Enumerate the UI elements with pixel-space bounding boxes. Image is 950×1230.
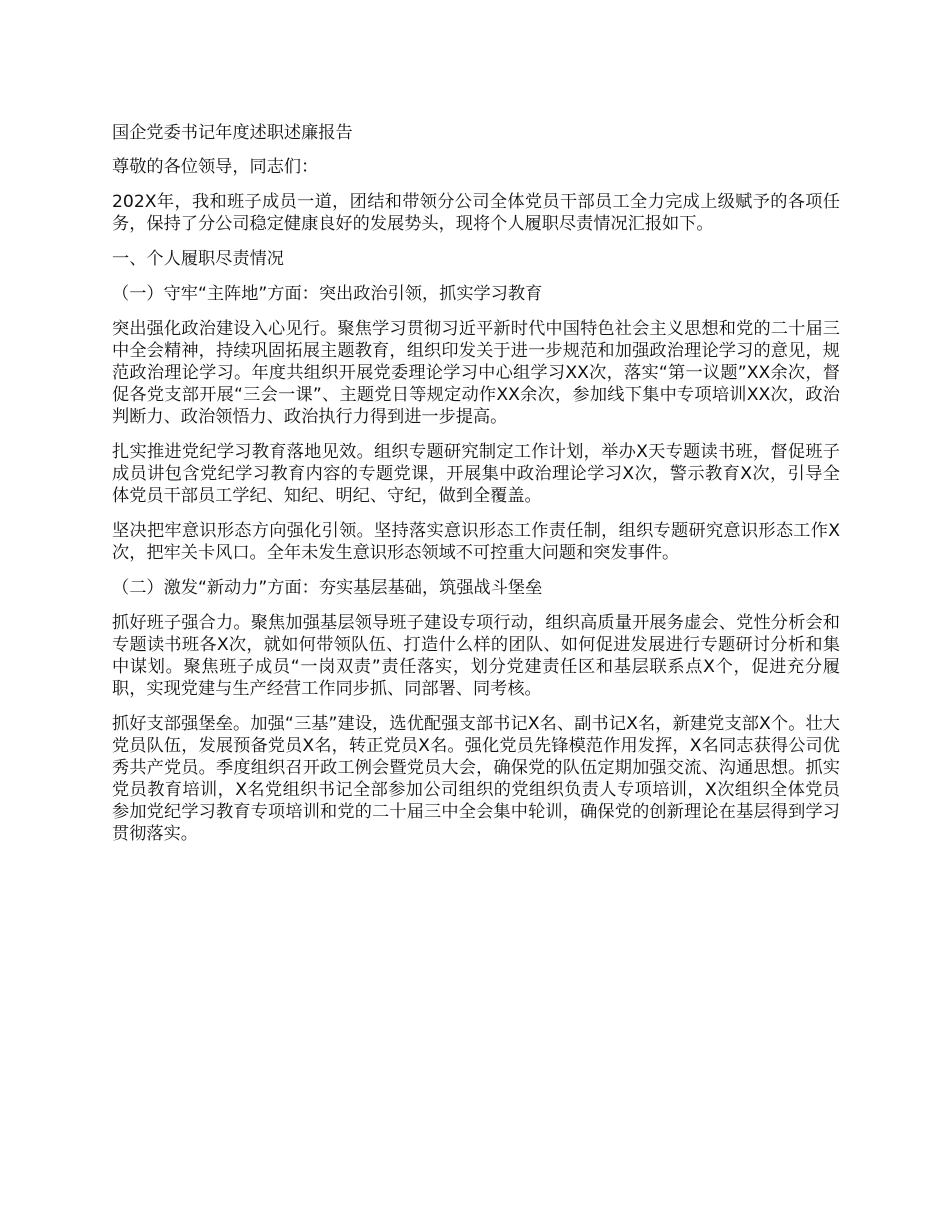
document-page <box>112 122 840 858</box>
paragraph-discipline-education: 扎实推进党纪学习教育落地见效。组织专题研究制定工作计划，举办X天专题读书班，督促班子成员讲包含党纪学习教育内容的专题党课，开展集中政治理论学习X次，警示教育X次，引导全体党员干部员工学纪、知纪、明纪、守纪，做到全覆盖。 <box>112 442 840 506</box>
paragraph-ideology: 坚决把牢意识形态方向强化引领。坚持落实意识形态工作责任制，组织专题研究意识形态工作X次，把牢关卡风口。全年未发生意识形态领域不可控重大问题和突发事件。 <box>112 521 840 563</box>
salutation: 尊敬的各位领导，同志们： <box>112 157 319 177</box>
section-heading-1: 一、个人履职尽责情况 <box>112 249 284 269</box>
paragraph-branch-fortress: 抓好支部强堡垒。加强“三基”建设，选优配强支部书记X名、副书记X名，新建党支部X个。壮大党员队伍，发展预备党员X名，转正党员X名。强化党员先锋模范作用发挥，X名同志获得公司优秀共产党员。季度组织召开政工例会暨党员大会，确保党的队伍定期加强交流、沟通思想。抓实党员教育培训，X名党组织书记全部参加公司组织的党组织负责人专项培训，X次组织全体党员参加党纪学习教育专项培训和党的二十届三中全会集中轮训，确保党的创新理论在基层得到学习贯彻落实。 <box>112 714 840 844</box>
subsection-heading-2: （二）激发“新动力”方面：夯实基层基础，筑强战斗堡垒 <box>112 578 543 598</box>
document-title: 国企党委书记年度述职述廉报告 <box>112 123 353 143</box>
paragraph-political-building: 突出强化政治建设入心见行。聚焦学习贯彻习近平新时代中国特色社会主义思想和党的二十届三中全会精神，持续巩固拓展主题教育，组织印发关于进一步规范和加强政治理论学习的意见，规范政治理论学习。年度共组织开展党委理论学习中心组学习XX次，落实“第一议题”XX余次，督促各党支部开展“三会一课”、主题党日等规定动作XX余次，参加线下集中专项培训XX次，政治判断力、政治领悟力、政治执行力得到进一步提高。 <box>112 319 840 427</box>
subsection-heading-1: （一）守牢“主阵地”方面：突出政治引领，抓实学习教育 <box>112 284 543 304</box>
intro-paragraph: 202X年，我和班子成员一道，团结和带领分公司全体党员干部员工全力完成上级赋予的各项任务，保持了分公司稳定健康良好的发展势头，现将个人履职尽责情况汇报如下。 <box>112 192 840 234</box>
paragraph-leadership-team: 抓好班子强合力。聚焦加强基层领导班子建设专项行动，组织高质量开展务虚会、党性分析会和专题读书班各X次，就如何带领队伍、打造什么样的团队、如何促进发展进行专题研讨分析和集中谋划。聚焦班子成员“一岗双责”责任落实，划分党建责任区和基层联系点X个，促进充分履职，实现党建与生产经营工作同步抓、同部署、同考核。 <box>112 613 840 699</box>
